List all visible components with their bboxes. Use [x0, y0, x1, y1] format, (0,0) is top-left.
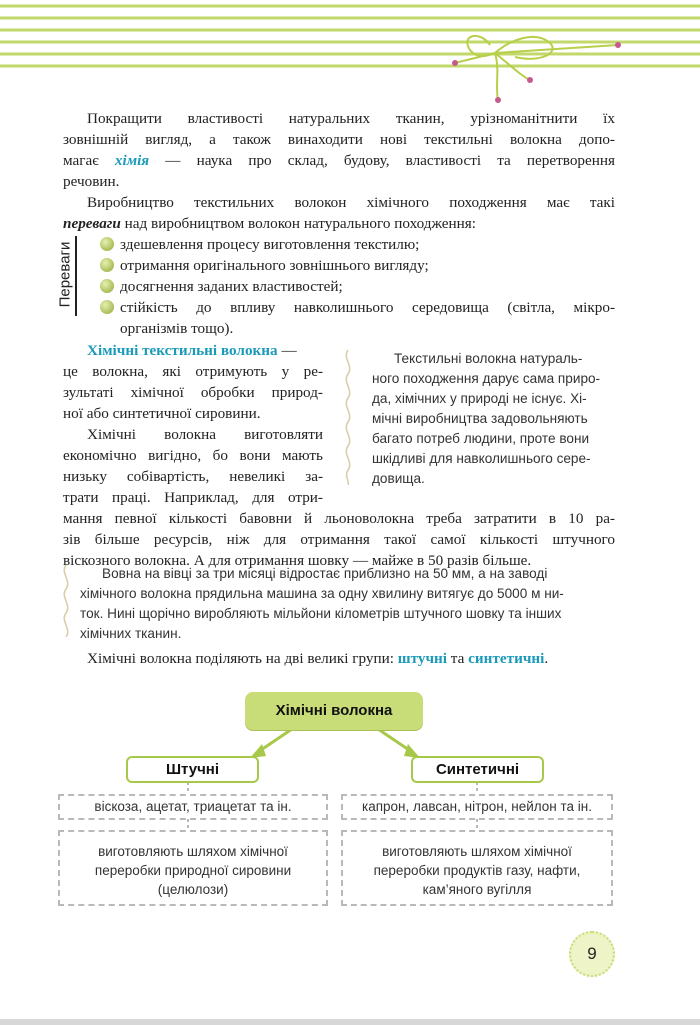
text-run: —	[277, 342, 297, 359]
right-desc-line: виготовляють шляхом хімічної	[382, 844, 572, 859]
economy-line-6: зів більше ресурсів, ніж для отримання такої самої кількості штучного	[63, 531, 615, 548]
advantage-text: стійкість до впливу навколишнього середовища (світла, мікро-	[120, 299, 615, 316]
left-desc-line: переробки природної сировини	[94, 863, 292, 878]
note-line: Текстильні волокна натураль-	[394, 351, 583, 366]
economy-line-4: трати праці. Наприклад, для отри-	[63, 489, 323, 506]
advantage-text: здешевлення процесу виготовлення текстилю;	[120, 236, 420, 253]
advantages-intro-line-1: Виробництво текстильних волокон хімічного походження має такі	[87, 194, 615, 211]
intro-line-4: речовин.	[63, 173, 120, 190]
right-desc-line: переробки продуктів газу, нафти,	[373, 863, 581, 878]
economy-line-7: віскозного волокна. А для отримання шовку — майже в 50 разів більше.	[63, 552, 532, 569]
intro-line-2: зовнішній вигляд, а також винаходити нові текстильні волокна допо-	[63, 131, 615, 148]
diagram-left-description	[58, 830, 328, 906]
diagram-right-examples	[341, 794, 613, 820]
note-line: хімічних тканин.	[80, 626, 182, 641]
page-number-badge	[569, 931, 615, 977]
advantage-text: отримання оригінального зовнішнього вигляду;	[120, 257, 429, 274]
note-line: ток. Нині щорічно виробляють мільйони кілометрів штучного шовку та інших	[80, 606, 562, 621]
diagram-left-title-box	[126, 756, 259, 783]
text-run: над виробництвом волокон натурального походження:	[120, 215, 476, 232]
advantage-item-4-cont: організмів тощо).	[120, 320, 234, 337]
definition-line-2: це волокна, які отримують у ре-	[63, 363, 323, 380]
note-line: шкідливі для навколишнього сере-	[372, 451, 591, 466]
right-examples-text: капрон, лавсан, нітрон, нейлон та ін.	[362, 799, 592, 814]
economy-line-3: низьку собівартість, невеликі за-	[63, 468, 323, 485]
diagram-root-box	[245, 692, 423, 730]
left-desc-line: (целюлози)	[157, 882, 229, 897]
note-line: да, хімічних у природі не існує. Хі-	[372, 391, 587, 406]
left-examples-text: віскоза, ацетат, триацетат та ін.	[94, 799, 292, 814]
note-line: багато потреб людини, проте вони	[372, 431, 590, 446]
text-run: магає	[63, 152, 115, 169]
term-synthetic: синтетичні	[468, 650, 545, 667]
right-desc-line: кам’яного вугілля	[422, 882, 532, 897]
diagram-right-description	[341, 830, 613, 906]
diagram-right-title: Синтетичні	[435, 761, 520, 778]
term-advantages: переваги	[63, 215, 121, 232]
text-run: .	[544, 650, 549, 667]
page-number: 9	[587, 944, 597, 963]
advantages-side-text: Переваги	[56, 241, 74, 308]
note-line: мічні виробництва задовольняють	[372, 411, 588, 426]
note-line: хімічного волокна прядильна машина за одну хвилину витягує до 5000 м ни-	[80, 586, 564, 601]
text-run: та	[447, 650, 469, 667]
term-artificial: штучні	[397, 650, 447, 667]
note-line: довища.	[372, 471, 425, 486]
intro-line-1: Покращити властивості натуральних тканин, урізноманітнити їх	[87, 110, 615, 127]
note-line: Вовна на вівці за три місяці відростає приблизно на 50 мм, а на заводі	[102, 566, 548, 581]
economy-line-2: економічно вигідно, бо вони мають	[63, 447, 323, 464]
diagram-root-label: Хімічні волокна	[275, 702, 393, 719]
text-run: — наука про склад, будову, властивості та перетворення	[149, 152, 615, 169]
advantage-text: досягнення заданих властивостей;	[120, 278, 343, 295]
diagram-left-title: Штучні	[165, 761, 220, 778]
text-run: Хімічні волокна поділяють на дві великі групи:	[87, 650, 398, 667]
economy-line-5: мання певної кількості бавовни й льоноволокна треба затратити в 10 ра-	[63, 510, 615, 527]
economy-line-1: Хімічні волокна виготовляти	[87, 426, 323, 443]
definition-line-4: ної або синтетичної сировини.	[63, 405, 261, 422]
term-chemical-fibers: Хімічні текстильні волокна	[87, 342, 278, 359]
bottom-border	[0, 1019, 700, 1025]
note-line: ного походження дарує сама приро-	[372, 371, 601, 386]
diagram-left-examples	[58, 794, 328, 820]
left-desc-line: виготовляють шляхом хімічної	[98, 844, 288, 859]
term-chemistry: хімія	[114, 152, 150, 169]
definition-line-3: зультаті хімічної обробки природ-	[63, 384, 323, 401]
diagram-right-title-box	[411, 756, 544, 783]
